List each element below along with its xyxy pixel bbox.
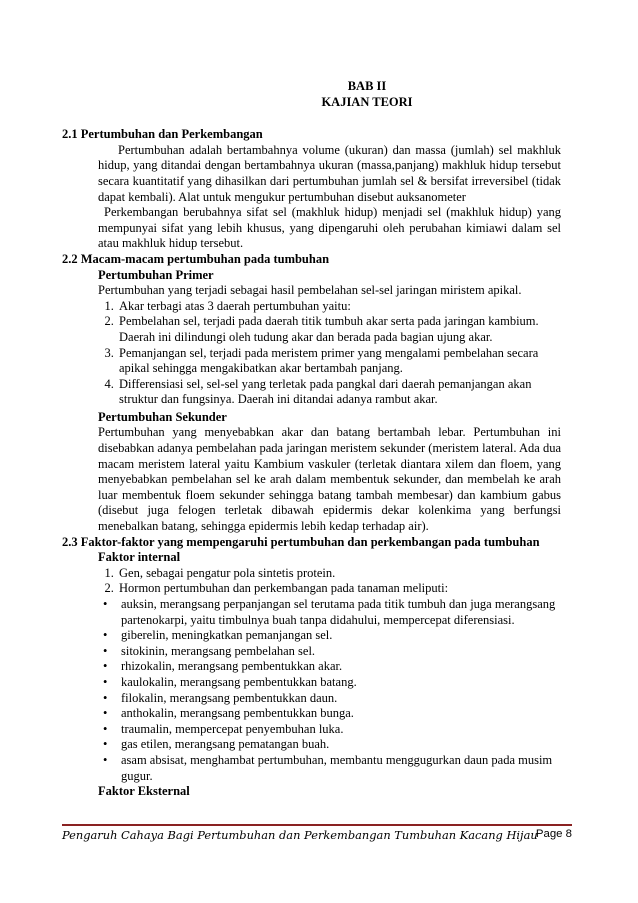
- list-item: 2. Pembelahan sel, terjadi pada daerah titik tumbuh akar serta pada jaringan kambium. Daerah ini dilindungi oleh tudung akar dan berada pada bagian ujung akar.: [117, 314, 561, 345]
- chapter-label: BAB II: [347, 79, 387, 93]
- hormone-text: gas etilen, merangsang pematangan buah.: [121, 737, 330, 752]
- bullet-icon: •: [103, 752, 108, 767]
- page-number: Page 8: [535, 828, 572, 840]
- section-2-1-title: 2.1 Pertumbuhan dan Perkembangan: [62, 127, 263, 142]
- internal-list: [77, 566, 561, 597]
- primer-title: Pertumbuhan Primer: [98, 267, 214, 282]
- bullet-icon: •: [103, 597, 108, 611]
- list-item: 2. Hormon pertumbuhan dan perkembangan pada tanaman meliputi:: [117, 581, 561, 597]
- hormone-item: [103, 690, 561, 707]
- hormone-item: [103, 706, 561, 722]
- footer-title: Pengaruh Cahaya Bagi Pertumbuhan dan Perkembangan Tumbuhan Kacang Hijau: [62, 828, 538, 842]
- internal-title: Faktor internal: [98, 550, 181, 565]
- hormone-text: sitokinin, merangsang pembelahan sel.: [121, 643, 316, 658]
- list-item: 4. Differensiasi sel, sel-sel yang terletak pada pangkal dari daerah pemanjangan akan struktur dan fungsinya. Daerah ini ditandai adanya rambut akar.: [117, 377, 561, 408]
- bullet-icon: •: [103, 643, 108, 658]
- list-item: 3. Pemanjangan sel, terjadi pada meristem primer yang mengalami pembelahan secara apikal sehingga mengakibatkan akar bertambah panjang.: [117, 346, 561, 377]
- hormone-item: [103, 659, 561, 675]
- section-2-3-title: 2.3 Faktor-faktor yang mempengaruhi pertumbuhan dan perkembangan pada tumbuhan: [62, 534, 540, 549]
- list-item: 1. Gen, sebagai pengatur pola sintetis protein.: [117, 566, 561, 582]
- hormone-item: [103, 674, 561, 691]
- bullet-icon: •: [103, 706, 108, 721]
- hormone-text: asam absisat, menghambat pertumbuhan, membantu menggugurkan daun pada musim gugur.: [121, 752, 553, 783]
- section-2-1-paragraph-2: Perkembangan berubahnya sifat sel (makhluk hidup) menjadi sel (makhluk hidup) yang mempunyai sifat yang lebih khusus, yang dipengaruhi oleh perubahan kimiawi dalam sel atau makhluk hidup tersebut.: [98, 205, 561, 251]
- hormone-text: auksin, merangsang perpanjangan sel terutama pada titik tumbuh dan juga merangsang partenokarpi, yaitu timbulnya buah tanpa didahului, mempercepat diferensiasi.: [121, 597, 556, 627]
- hormone-item: [103, 752, 561, 784]
- section-2-1-paragraph-1: Pertumbuhan adalah bertambahnya volume (ukuran) dan massa (jumlah) sel makhluk hidup, yang ditandai dengan bertambahnya ukuran (massa,panjang) makhluk hidup tersebut secara kuantitatif yang dihasilkan dari pertumbuhan jumlah sel & bersifat irreversibel (tidak dapat kembali). Alat untuk mengukur pertumbuhan disebut auksanometer: [98, 142, 561, 204]
- hormone-text: kaulokalin, merangsang pembentukkan batang.: [121, 674, 357, 689]
- sekunder-text: Pertumbuhan yang menyebabkan akar dan batang bertambah lebar. Pertumbuhan ini disebabkan adanya pembelahan pada jaringan meristem sekunder (meristem lateral. Ada dua macam meristem lateral yaitu Kambium vaskuler (terletak diantara xilem dan floem, yang menyebabkan pembelahan sel ke arah dalam membentuk sekunder, dan membelah ke arah luar membentuk floem sekunder sehingga batang tambah membesar) dan kambium gabus (disebut juga felogen terletak dibawah epidermis dekar kolenkima yang berfungsi menebalkan batang, sehingga epidermis lebih kedap terhadap air).: [98, 425, 561, 534]
- bullet-icon: •: [103, 628, 108, 643]
- primer-text: Pertumbuhan yang terjadi sebagai hasil pembelahan sel-sel jaringan miristem apikal.: [98, 283, 522, 298]
- eksternal-title: Faktor Eksternal: [98, 784, 190, 799]
- hormone-item: [103, 597, 561, 628]
- bullet-icon: •: [103, 659, 108, 674]
- primer-list: [77, 299, 561, 408]
- bullet-icon: •: [103, 690, 108, 705]
- hormone-text: filokalin, merangsang pembentukkan daun.: [121, 690, 338, 705]
- bullet-icon: •: [103, 721, 108, 736]
- hormone-text: rhizokalin, merangsang pembentukkan akar.: [121, 659, 343, 674]
- list-item: 1. Akar terbagi atas 3 daerah pertumbuhan yaitu:: [117, 299, 561, 315]
- hormone-item: [103, 721, 561, 738]
- hormone-text: traumalin, mempercepat penyembuhan luka.: [121, 721, 344, 736]
- section-2-2-title: 2.2 Macam-macam pertumbuhan pada tumbuhan: [62, 251, 330, 266]
- page-content: [62, 79, 561, 800]
- hormone-item: [103, 643, 561, 660]
- bullet-icon: •: [103, 674, 108, 689]
- footer-rule: [62, 824, 572, 826]
- hormone-text: giberelin, meningkatkan pemanjangan sel.: [121, 628, 333, 643]
- bullet-icon: •: [103, 737, 108, 752]
- sekunder-title: Pertumbuhan Sekunder: [98, 409, 227, 424]
- hormone-item: [103, 737, 561, 753]
- hormone-item: [103, 628, 561, 644]
- chapter-title: KAJIAN TEORI: [321, 94, 413, 109]
- hormone-list: [77, 597, 561, 784]
- hormone-text: anthokalin, merangsang pembentukkan bunga.: [121, 706, 354, 721]
